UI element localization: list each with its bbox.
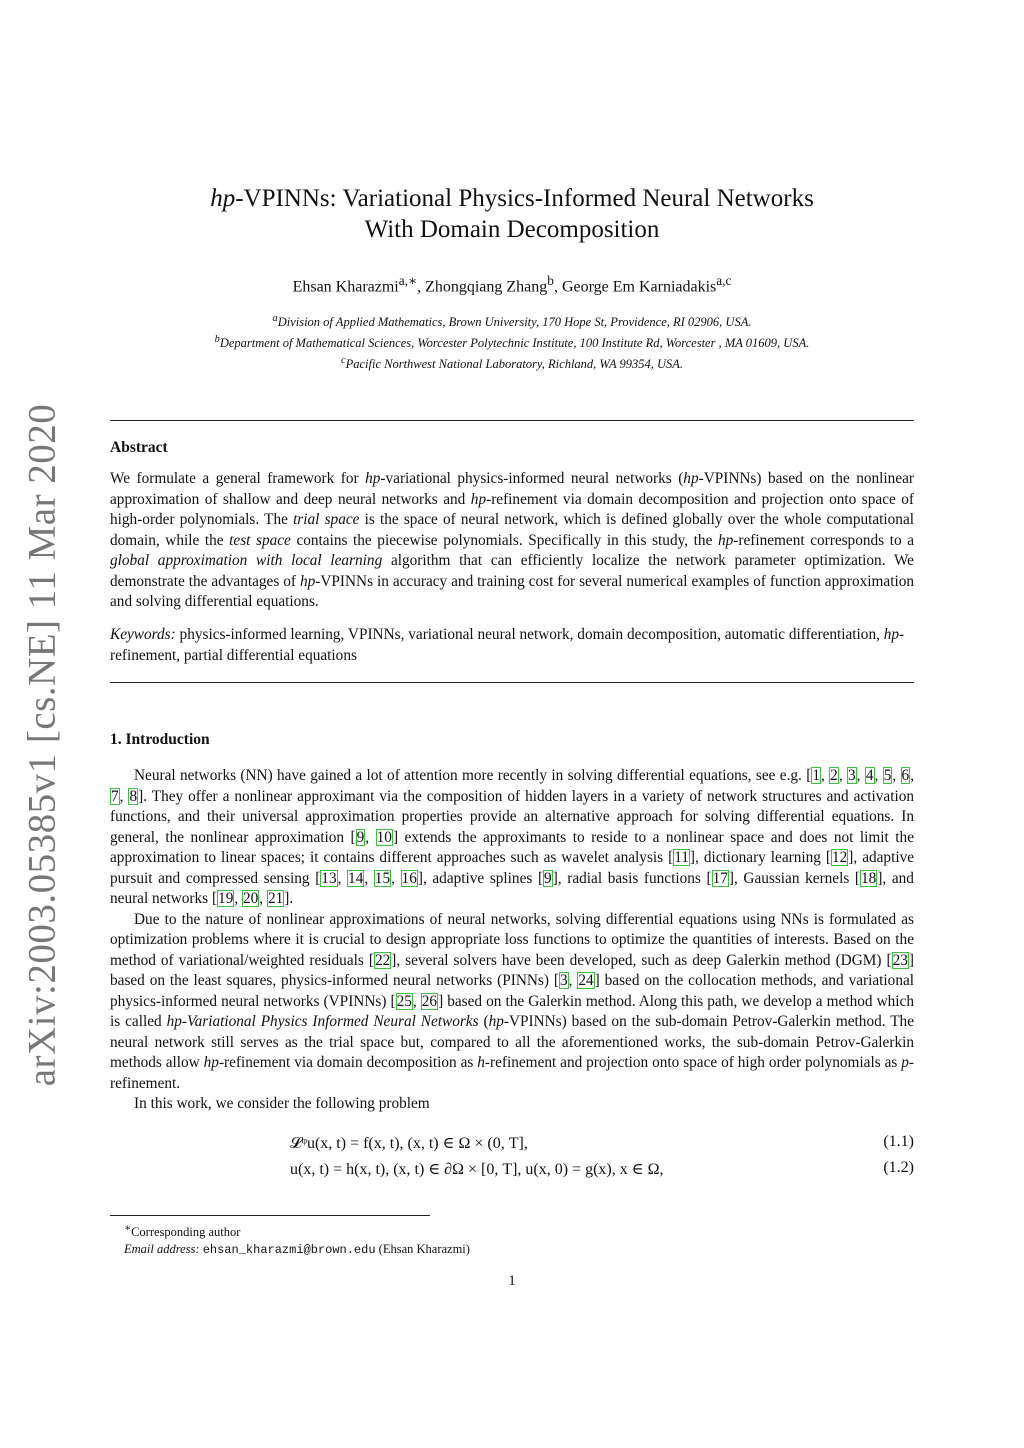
footnote-corresponding: Corresponding author xyxy=(131,1225,241,1240)
equation-body: u(x, t) = h(x, t), (x, t) ∈ ∂Ω × [0, T], u(x, 0) = g(x), x ∈ Ω, xyxy=(290,1161,664,1178)
equation-body: 𝓛ᵠu(x, t) = f(x, t), (x, t) ∈ Ω × (0, T], xyxy=(290,1135,528,1152)
citation-link[interactable]: 14 xyxy=(348,869,364,887)
citation-link[interactable]: 16 xyxy=(401,869,417,887)
affiliation xyxy=(110,310,914,331)
affiliation xyxy=(110,331,914,352)
citation-link[interactable]: 6 xyxy=(901,767,910,784)
intro-paragraph-3: In this work, we consider the following problem xyxy=(134,1095,430,1112)
citation-link[interactable]: 5 xyxy=(883,767,892,784)
citation-link[interactable]: 22 xyxy=(374,951,391,969)
affiliation-text: Department of Mathematical Sciences, Worcester Polytechnic Institute, 100 Institute Rd, Worcester , MA 01609, USA. xyxy=(219,336,810,351)
affiliation-sup: a xyxy=(272,313,278,324)
citation-link[interactable]: 3 xyxy=(848,767,856,784)
citation-link[interactable]: 18 xyxy=(861,869,877,887)
citation-link[interactable]: 19 xyxy=(218,890,234,907)
affiliation xyxy=(110,352,914,373)
abstract-heading: Abstract xyxy=(110,439,168,456)
email-label: Email address: xyxy=(124,1242,200,1257)
author-sup: a,∗ xyxy=(398,273,418,288)
citation-link[interactable]: 8 xyxy=(129,787,138,805)
citation-link[interactable]: 26 xyxy=(421,992,438,1010)
author-name: Ehsan Kharazmi xyxy=(292,278,399,296)
citation-link[interactable]: 2 xyxy=(830,767,838,784)
title-line1: -VPINNs: Variational Physics-Informed Neural Networks xyxy=(235,185,814,212)
citation-link[interactable]: 15 xyxy=(374,869,391,887)
author-name: Zhongqiang Zhang xyxy=(425,278,548,296)
author-sup: b xyxy=(547,273,554,288)
affiliation-text: Division of Applied Mathematics, Brown University, 170 Hope St, Providence, RI 02906, USA. xyxy=(277,315,752,330)
title-hp: hp xyxy=(210,185,236,212)
footnote-rule xyxy=(110,1215,430,1216)
citation-link[interactable]: 21 xyxy=(267,890,284,907)
citation-link[interactable]: 13 xyxy=(321,869,337,887)
citation-link[interactable]: 25 xyxy=(396,992,412,1010)
citation-link[interactable]: 9 xyxy=(356,828,365,846)
citation-link[interactable]: 7 xyxy=(111,787,119,805)
intro-paragraph-1: Neural networks (NN) have gained a lot of attention more recently in solving differential equations, see e.g. [1, 2, 3, 4, 5, 6, 7, 8]. They offer a nonlinear approximant via the composition of hidden layers in a variety of network structures and activation functions, and their universal approximation properties provide an alternative approach for solving differential equations. In general, the nonlinear approximation [9, 10] extends the approximants to reside to a nonlinear space and does not limit the approximation to linear spaces; it contains different approaches such as wavelet analysis [11], dictionary learning [12], adaptive pursuit and compressed sensing [13, 14, 15, 16], adaptive splines [9], radial basis functions [17], Gaussian kernels [18], and neural networks [19, 20, 21]. xyxy=(110,767,915,907)
citation-link[interactable]: 20 xyxy=(243,890,259,907)
keywords: Keywords: physics-informed learning, VPINNs, variational neural network, domain decomposition, automatic differentiation, hp-refinement, partial differential equations xyxy=(110,626,905,664)
citation-link[interactable]: 24 xyxy=(578,972,594,989)
equation-number: (1.1) xyxy=(883,1133,914,1150)
page-number: 1 xyxy=(508,1273,516,1289)
citation-link[interactable]: 10 xyxy=(376,828,392,846)
citation-link[interactable]: 23 xyxy=(892,951,908,969)
affiliation-sup: b xyxy=(214,334,220,346)
author-list: Ehsan Kharazmi$^{a,∗}$, Zhongqiang Zhang$^b$, George Em Karniadakis$^{a,c}$ xyxy=(292,273,732,296)
footnote xyxy=(124,1220,470,1259)
citation-link[interactable]: 1 xyxy=(812,767,820,784)
email-link[interactable]: ehsan_kharazmi@brown.edu xyxy=(202,1243,376,1258)
affiliation-text: Pacific Northwest National Laboratory, Richland, WA 99354, USA. xyxy=(345,357,684,372)
abstract-top-rule xyxy=(110,420,914,421)
citation-link[interactable]: 9 xyxy=(544,869,552,887)
citation-link[interactable]: 4 xyxy=(865,767,874,784)
affiliation-sup: c xyxy=(340,355,346,367)
affiliations xyxy=(110,310,914,373)
author-name: George Em Karniadakis xyxy=(561,278,717,296)
intro-paragraph-2: Due to the nature of nonlinear approximations of neural networks, solving differential equations using NNs is formulated as optimization problems where it is crucial to design appropriate loss functions to optimize the quantities of interests. Based on the method of variational/weighted residuals [22], several solvers have been developed, such as deep Galerkin method (DGM) [23] based on the least squares, physics-informed neural networks (PINNs) [3, 24] based on the collocation methods, and variational physics-informed neural networks (VPINNs) [25, 26] based on the Galerkin method. Along this path, we develop a method which is called hp-Variational Physics Informed Neural Networks (hp-VPINNs) based on the sub-domain Petrov-Galerkin method. The neural network still serves as the trial space but, compared to all the aforementioned works, the sub-domain Petrov-Galerkin methods allow hp-refinement via domain decomposition as h-refinement and projection onto space of high order polynomials as p-refinement. xyxy=(110,910,915,1092)
section-heading-introduction: 1. Introduction xyxy=(110,731,210,748)
arxiv-stamp: arXiv:2003.05385v1 [cs.NE] 11 Mar 2020 xyxy=(20,403,64,1087)
abstract-text: We formulate a general framework for hp-variational physics-informed neural networks (hp-VPINNs) based on the nonlinear approximation of shallow and deep neural networks and hp-refinement via domain decomposition and projection onto space of high-order polynomials. The trial space is the space of neural network, which is defined globally over the whole computational domain, while the test space contains the piecewise polynomials. Specifically in this study, the hp-refinement corresponds to a global approximation with local learning algorithm that can efficiently localize the network parameter optimization. We demonstrate the advantages of hp-VPINNs in accuracy and training cost for several numerical examples of function approximation and solving differential equations. xyxy=(110,470,914,610)
email-name: (Ehsan Kharazmi) xyxy=(378,1242,470,1257)
equation-number: (1.2) xyxy=(883,1159,914,1176)
abstract-bottom-rule xyxy=(110,682,914,683)
keywords-label: Keywords: xyxy=(110,626,176,643)
equation-1-1 xyxy=(110,1133,914,1155)
title-line2: With Domain Decomposition xyxy=(364,216,660,243)
citation-link[interactable]: 17 xyxy=(712,869,728,887)
citation-link[interactable]: 12 xyxy=(832,849,848,866)
paper-title xyxy=(110,183,914,245)
citation-link[interactable]: 11 xyxy=(674,849,689,866)
author-sup: a,c xyxy=(716,273,732,288)
introduction-body xyxy=(110,766,914,1115)
footnote-marker: ∗ xyxy=(124,1223,132,1234)
citation-link[interactable]: 3 xyxy=(559,972,568,989)
equation-1-2 xyxy=(110,1159,914,1181)
